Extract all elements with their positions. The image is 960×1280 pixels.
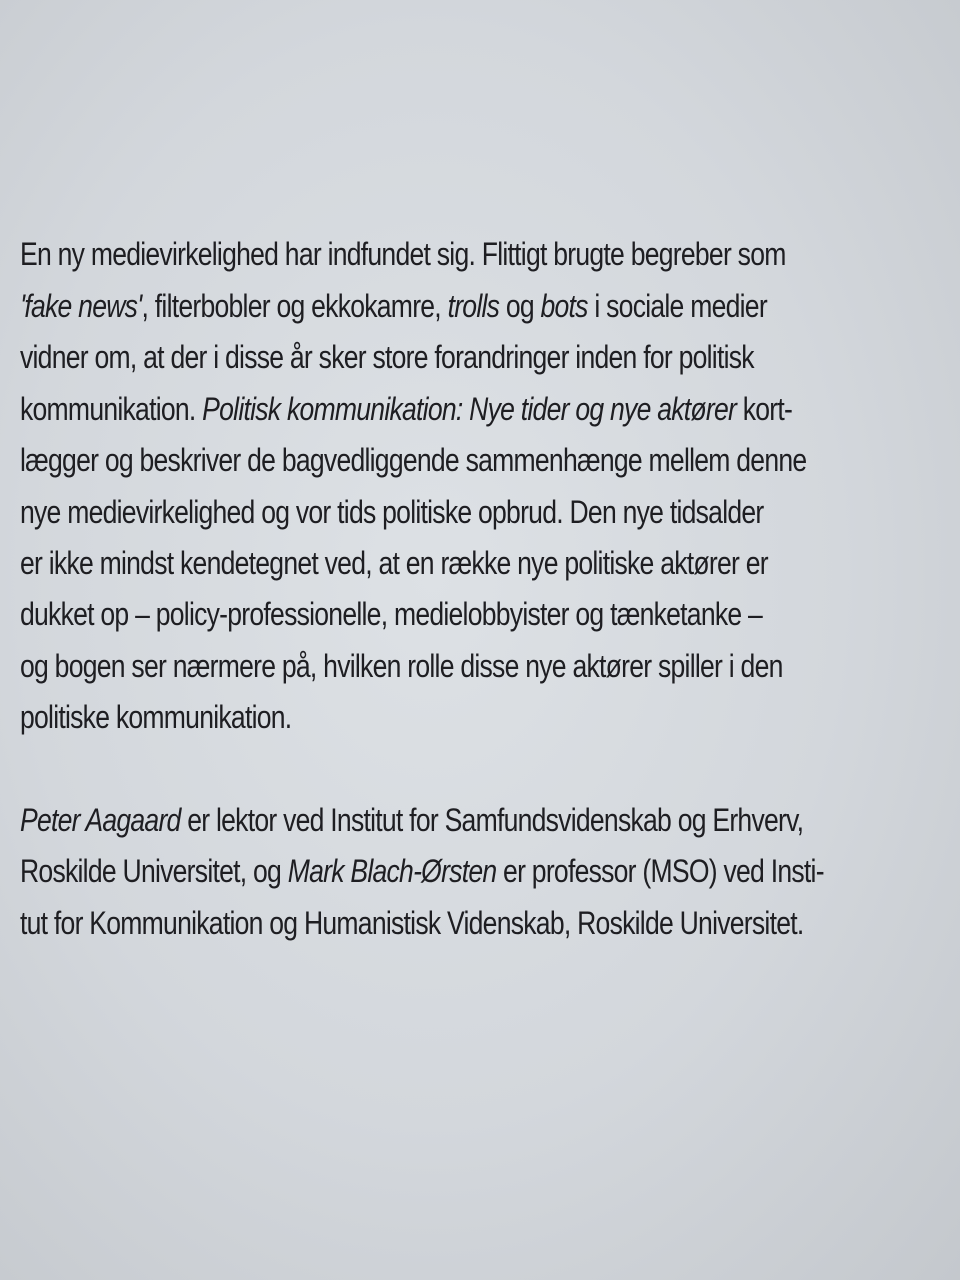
text-run: tut for Kommunikation og Humanistisk Videnskab, Roskilde Universitet. (20, 905, 804, 941)
italic-text: Peter Aagaard (20, 802, 181, 838)
description-line-10 (20, 697, 291, 737)
text-run: nye medievirkelighed og vor tids politiske opbrud. Den nye tidsalder (20, 494, 764, 530)
text-run: En ny medievirkelighed har indfundet sig. Flittigt brugte begreber som (20, 236, 786, 272)
author-line-2 (20, 851, 824, 891)
text-run: er lektor ved Institut for Samfundsvidenskab og Erhverv, (180, 802, 804, 838)
description-line-9 (20, 646, 783, 686)
text-run: Roskilde Universitet, og (20, 853, 288, 889)
description-line-5 (20, 440, 806, 480)
description-line-7 (20, 543, 768, 583)
italic-text: Mark Blach-Ørsten (287, 853, 497, 889)
text-run: og bogen ser nærmere på, hvilken rolle disse nye aktører spiller i den (20, 648, 783, 684)
description-line-2 (20, 286, 767, 326)
text-run: dukket op – policy-professionelle, medielobbyister og tænketanke – (20, 596, 763, 632)
text-run: lægger og beskriver de bagvedliggende sammenhænge mellem denne (20, 442, 807, 478)
description-line-1 (20, 234, 786, 274)
text-run: kommunikation. (20, 391, 203, 427)
text-run: politiske kommunikation. (20, 699, 292, 735)
italic-text: trolls (447, 288, 500, 324)
italic-text: 'fake news' (20, 288, 142, 324)
description-line-8 (20, 594, 762, 634)
author-line-3 (20, 903, 804, 943)
italic-text: Politisk kommunikation: Nye tider og nye aktører (202, 391, 737, 427)
italic-text: bots (540, 288, 588, 324)
author-line-1 (20, 800, 803, 840)
description-line-4 (20, 389, 792, 429)
description-line-6 (20, 492, 763, 532)
text-run: kort- (736, 391, 793, 427)
text-run: er professor (MSO) ved Insti- (496, 853, 824, 889)
text-run: , filterbobler og ekkokamre, (141, 288, 448, 324)
text-run: og (499, 288, 541, 324)
text-run: vidner om, at der i disse år sker store forandringer inden for politisk (20, 339, 754, 375)
text-run: er ikke mindst kendetegnet ved, at en række nye politiske aktører er (20, 545, 768, 581)
text-run: i sociale medier (587, 288, 767, 324)
description-line-3 (20, 337, 754, 377)
